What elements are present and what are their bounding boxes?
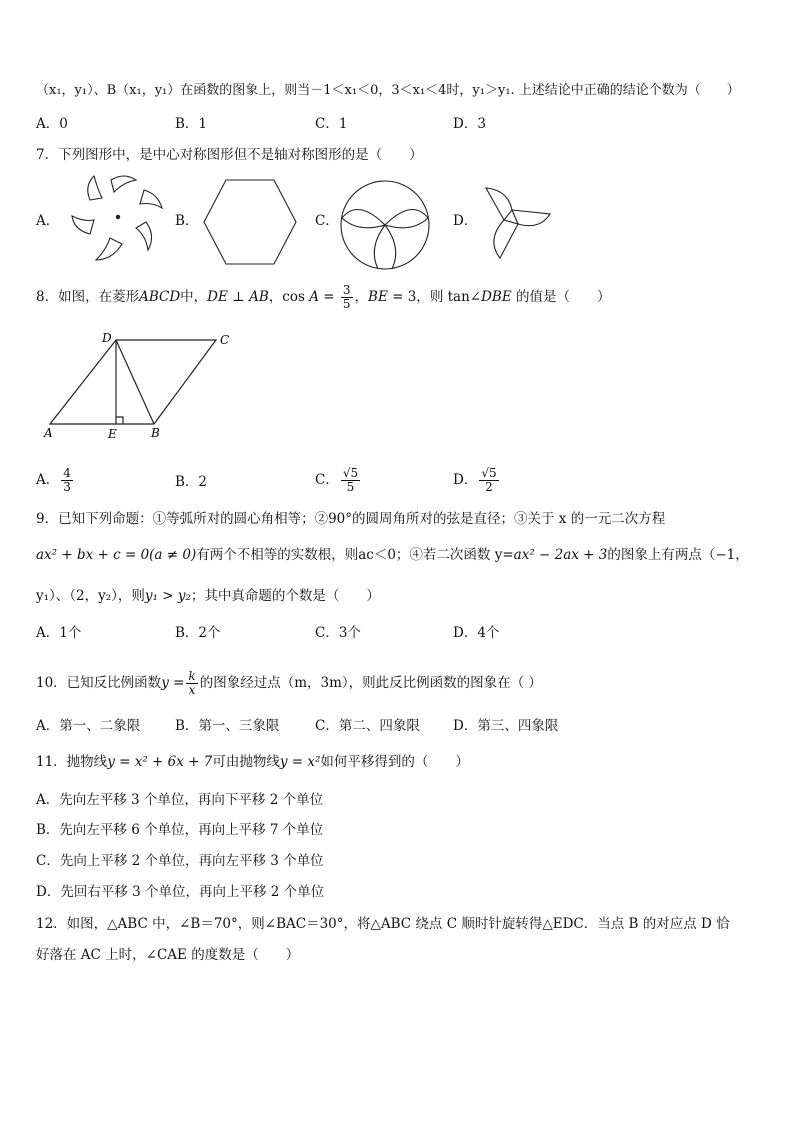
q8-option-a-fraction bbox=[61, 467, 73, 494]
q8-stem-c: ，cos bbox=[268, 289, 305, 305]
q8-angle-a: A bbox=[309, 289, 319, 305]
q12-line-1: 12．如图，△ABC 中，∠B＝70°，则∠BAC＝30°，将△ABC 绕点 C 顺时针旋转得△EDC．当点 B 的对应点 D 恰 bbox=[36, 916, 730, 932]
q9-option-c: C．3个 bbox=[315, 625, 361, 641]
q7-figure-b-hexagon bbox=[200, 178, 300, 266]
q8-option-c-fraction bbox=[341, 467, 360, 494]
q9-equation: ax² + bx + c = 0(a ≠ 0) bbox=[36, 547, 197, 563]
q8-option-a bbox=[36, 467, 75, 494]
q7-option-a: A． bbox=[36, 213, 60, 229]
q10-option-d: D．第三、四象限 bbox=[453, 718, 559, 734]
q8-abcd: ABCD bbox=[139, 289, 181, 305]
q8-eq: = bbox=[323, 289, 335, 305]
q10-y-eq: y = bbox=[161, 675, 185, 691]
q8-stem bbox=[36, 284, 610, 311]
q9-option-a: A．1个 bbox=[36, 625, 82, 641]
q8-option-a-num: 4 bbox=[63, 466, 71, 480]
q8-cos-denominator: 5 bbox=[342, 297, 351, 311]
q11-option-c: C．先向上平移 2 个单位，再向左平移 3 个单位 bbox=[36, 853, 324, 869]
q8-option-b: B．2 bbox=[175, 474, 208, 490]
q8-stem-b: 中， bbox=[180, 289, 208, 305]
q9-option-b: B．2个 bbox=[175, 625, 221, 641]
q8-label-e: E bbox=[108, 427, 117, 441]
q8-option-d-den: 2 bbox=[485, 480, 493, 494]
q9-line-1: 9．已知下列命题：①等弧所对的圆心角相等；②90°的圆周角所对的弦是直径；③关于 x 的一元二次方程 bbox=[36, 511, 666, 527]
q8-dbe: DBE bbox=[481, 289, 512, 305]
q8-label-b: B bbox=[151, 426, 160, 440]
q6-option-a: A．0 bbox=[36, 116, 68, 132]
q7-option-c: C． bbox=[315, 213, 339, 229]
q11-stem bbox=[36, 753, 469, 771]
q12-line-2: 好落在 AC 上时，∠CAE 的度数是（ ） bbox=[36, 947, 300, 963]
q9-line-2b: 有两个不相等的实数根，则ac＜0；④若二次函数 y= bbox=[196, 547, 514, 563]
q8-stem-e: = 3，则 tan∠ bbox=[392, 289, 482, 305]
q10-stem bbox=[36, 670, 542, 697]
q8-option-d-prefix: D． bbox=[453, 472, 478, 488]
q10-option-b: B．第一、三象限 bbox=[175, 718, 280, 734]
q8-option-c-prefix: C． bbox=[315, 472, 339, 488]
q10-stem-a: 10．已知反比例函数 bbox=[36, 675, 162, 691]
q10-stem-b: 的图象经过点（m，3m），则此反比例函数的图象在（ ） bbox=[199, 675, 542, 691]
q8-stem-f: 的值是（ ） bbox=[515, 289, 611, 305]
q8-option-c-num: √5 bbox=[342, 466, 359, 480]
q6-option-b: B．1 bbox=[175, 116, 208, 132]
q8-option-d-fraction bbox=[479, 467, 498, 494]
q7-figure-d-propeller bbox=[478, 184, 554, 260]
q6-continuation: （x₁，y₁）、B（x₁，y₁）在函数的图象上，则当－1＜x₁＜0，3＜x₁＜4时，y₁＞y₁. 上述结论中正确的结论个数为（ ） bbox=[36, 83, 740, 98]
q8-label-a: A bbox=[44, 426, 53, 440]
q10-frac-num: k bbox=[188, 669, 196, 683]
q10-fraction bbox=[186, 670, 197, 697]
q11-expr-2: y = x² bbox=[279, 754, 321, 770]
q8-stem-a: 8．如图，在菱形 bbox=[36, 289, 140, 305]
q6-option-d: D．3 bbox=[453, 116, 486, 132]
q7-option-d: D． bbox=[453, 213, 478, 229]
q8-perp: DE ⊥ AB bbox=[207, 289, 269, 305]
q8-option-d-num: √5 bbox=[481, 466, 497, 480]
q8-option-c bbox=[315, 467, 362, 494]
q10-option-a: A．第一、二象限 bbox=[36, 718, 141, 734]
q11-stem-c: 如何平移得到的（ ） bbox=[320, 754, 469, 770]
q9-quadratic: ax² − 2ax + 3 bbox=[513, 547, 608, 563]
q8-cos-fraction bbox=[341, 284, 353, 311]
q9-line-2 bbox=[36, 546, 749, 564]
q8-option-a-prefix: A． bbox=[36, 472, 60, 488]
q10-option-c: C．第二、四象限 bbox=[315, 718, 420, 734]
q8-option-c-den: 5 bbox=[346, 480, 355, 494]
q9-line-3c: ；其中真命题的个数是（ ） bbox=[190, 588, 380, 604]
q11-stem-a: 11．抛物线 bbox=[36, 754, 108, 770]
q8-stem-d: ， bbox=[354, 289, 369, 305]
q7-figure-a-pinwheel bbox=[66, 172, 170, 266]
q8-label-c: C bbox=[220, 333, 230, 347]
q6-option-c: C．1 bbox=[315, 116, 348, 132]
q11-expr-1: y = x² + 6x + 7 bbox=[107, 754, 213, 770]
q11-stem-b: 可由抛物线 bbox=[212, 754, 280, 770]
q7-figure-c-circle-petals bbox=[338, 178, 432, 272]
q7-stem: 7．下列图形中，是中心对称图形但不是轴对称图形的是（ ） bbox=[36, 147, 423, 163]
q11-option-b: B．先向左平移 6 个单位，再向上平移 7 个单位 bbox=[36, 822, 324, 838]
q8-be: BE bbox=[368, 289, 388, 305]
q10-frac-den: x bbox=[188, 683, 196, 697]
q9-line-3 bbox=[36, 587, 380, 605]
q8-figure-rhombus bbox=[36, 328, 236, 444]
q9-line-3a: y₁）、（2，y₂），则 bbox=[36, 588, 145, 604]
q7-option-b: B． bbox=[175, 213, 199, 229]
q9-option-d: D．4个 bbox=[453, 625, 500, 641]
q8-option-d bbox=[453, 467, 501, 494]
q8-option-a-den: 3 bbox=[63, 480, 71, 494]
q9-inequality: y₁ > y₂ bbox=[144, 588, 191, 604]
q11-option-d: D．先回右平移 3 个单位，再向上平移 2 个单位 bbox=[36, 884, 325, 900]
q9-line-2d: 的图象上有两点（−1， bbox=[607, 547, 749, 563]
q11-option-a: A．先向左平移 3 个单位，再向下平移 2 个单位 bbox=[36, 792, 324, 808]
q8-label-d: D bbox=[102, 331, 112, 345]
q8-cos-numerator: 3 bbox=[342, 283, 351, 297]
